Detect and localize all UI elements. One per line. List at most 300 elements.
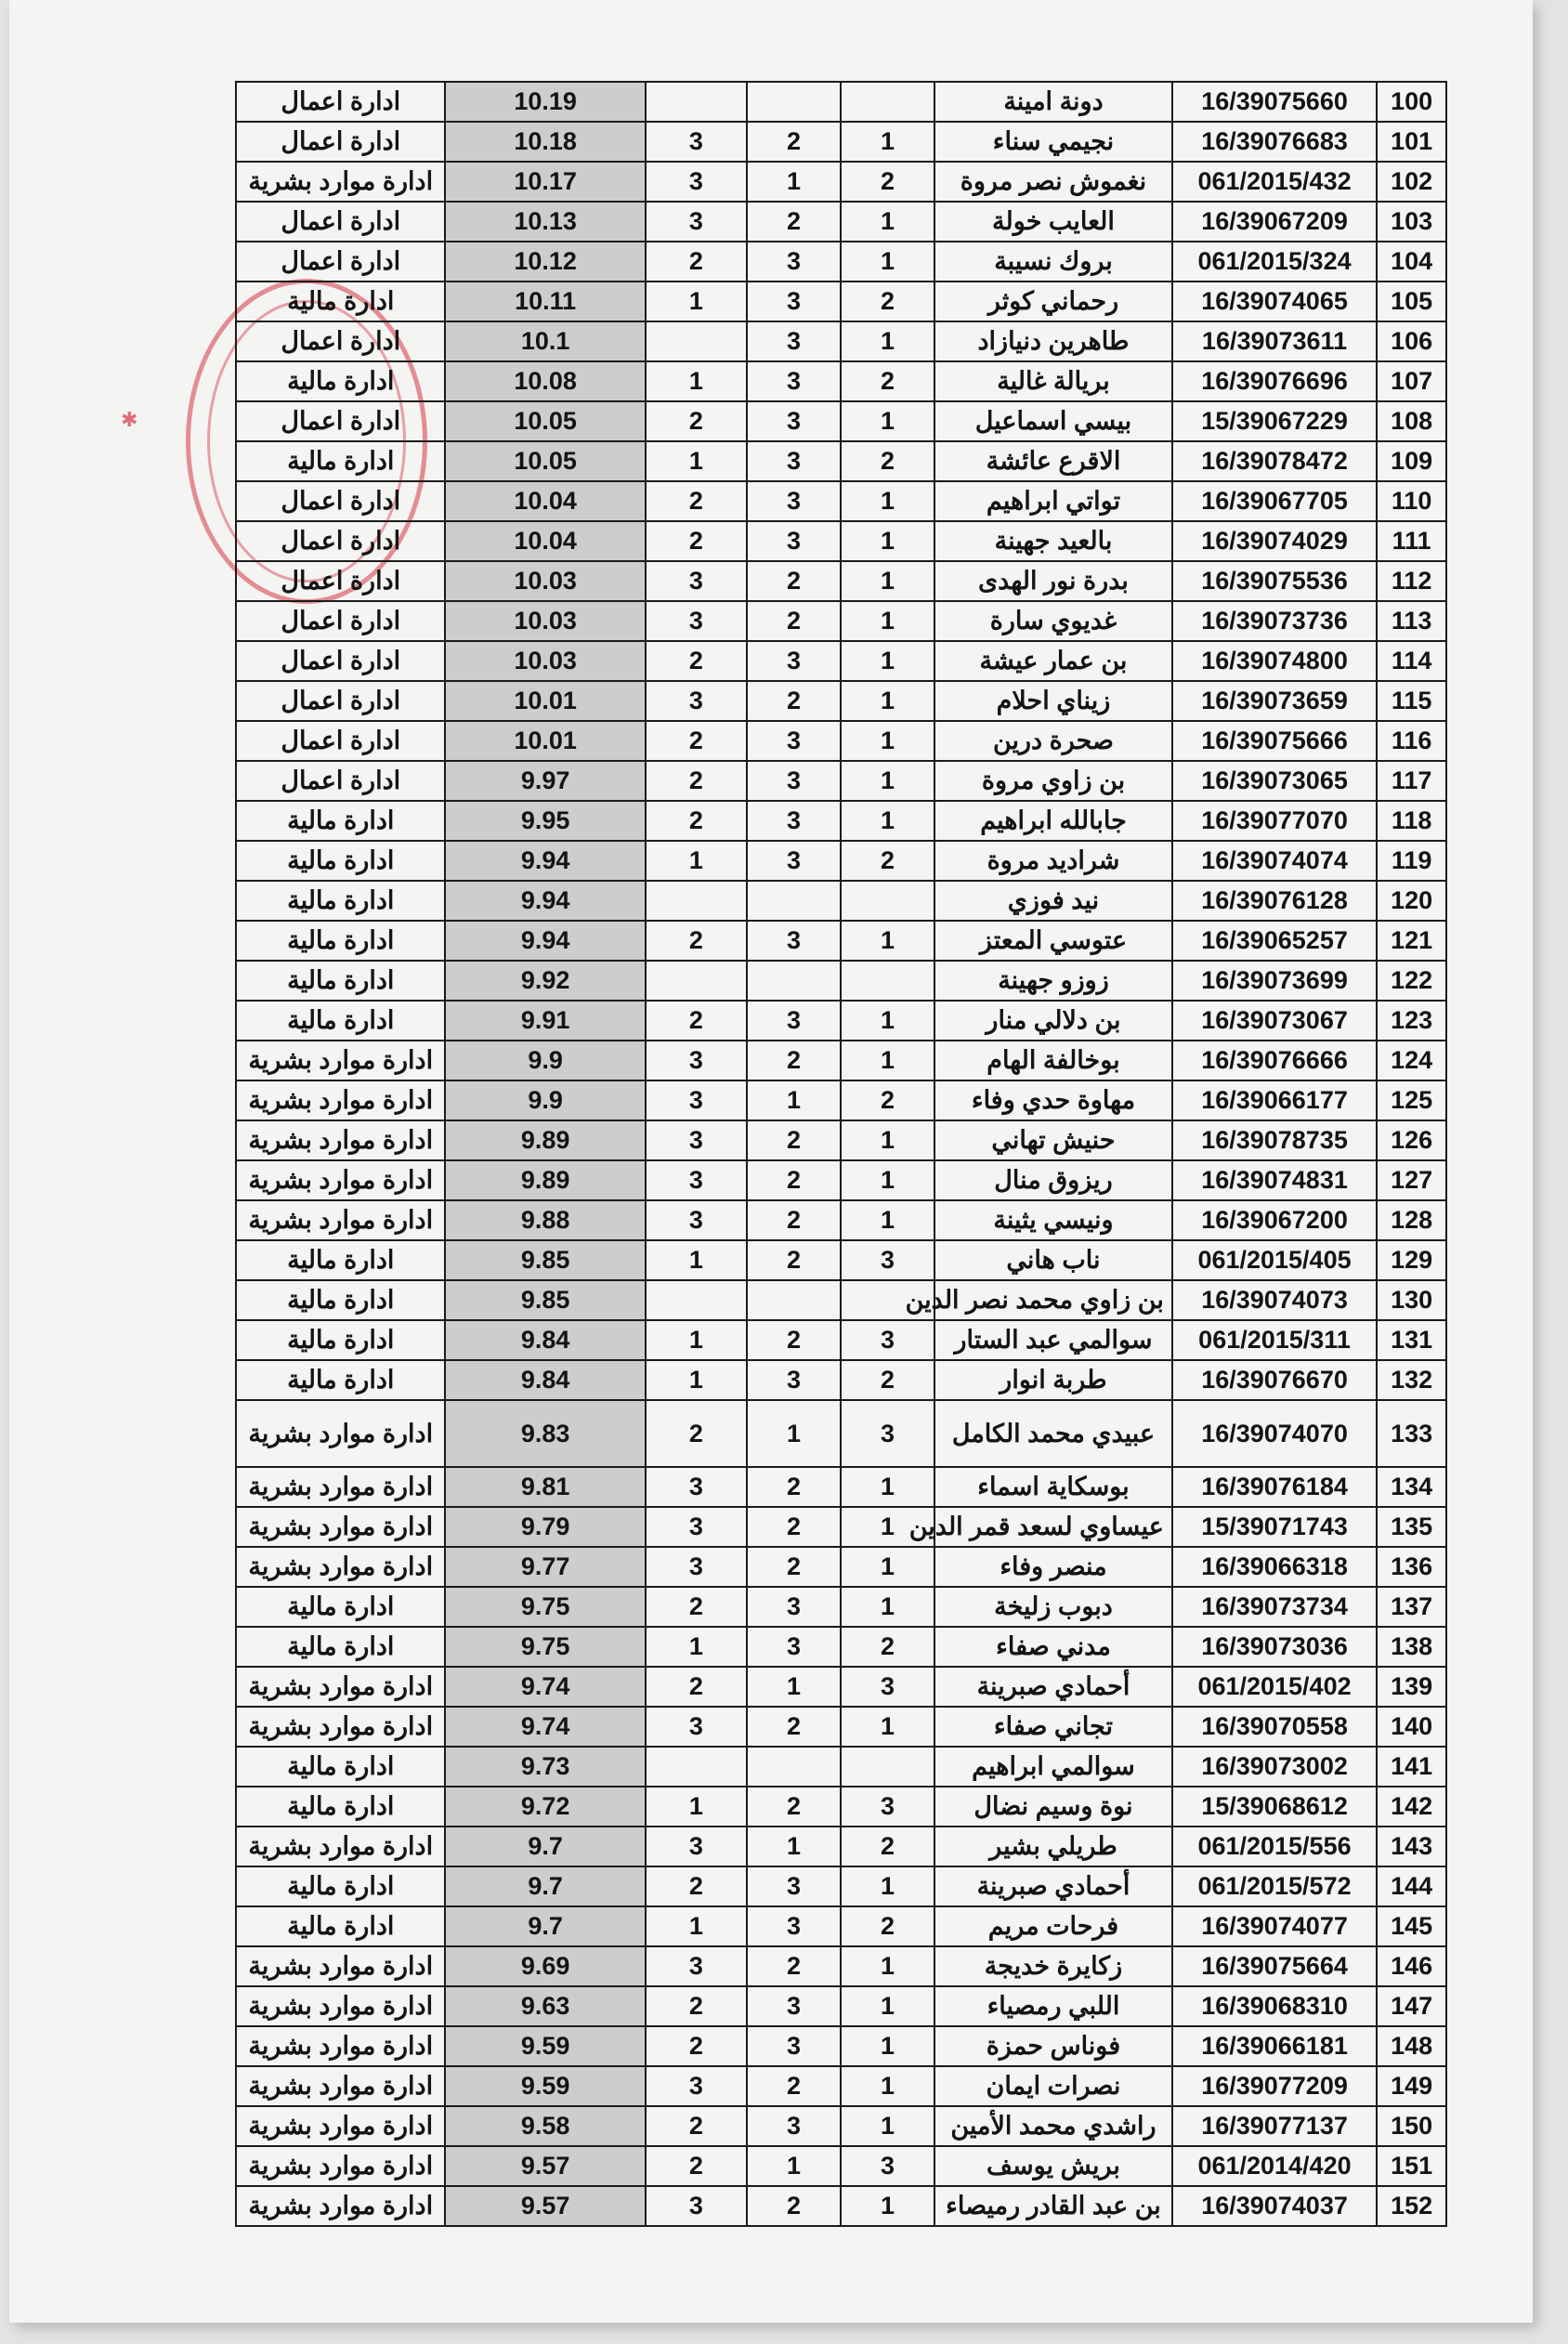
table-row xyxy=(236,242,1446,282)
row-number: 108 xyxy=(1377,401,1446,441)
student-id: 16/39074070 xyxy=(1172,1400,1377,1467)
average-grade: 10.03 xyxy=(445,601,645,641)
choice-3: 3 xyxy=(646,1120,747,1160)
student-id: 061/2015/432 xyxy=(1172,162,1377,202)
student-name: عبيدي محمد الكامل xyxy=(934,1400,1172,1467)
student-id: 16/39073734 xyxy=(1172,1587,1377,1627)
choice-2: 1 xyxy=(747,1400,841,1467)
choice-2: 2 xyxy=(747,681,841,721)
student-name: مدني صفاء xyxy=(934,1627,1172,1667)
row-number: 127 xyxy=(1377,1160,1446,1200)
choice-2: 3 xyxy=(747,441,841,481)
average-grade: 9.89 xyxy=(445,1160,645,1200)
choice-1: 1 xyxy=(841,1946,934,1986)
row-number: 125 xyxy=(1377,1080,1446,1120)
table-row xyxy=(236,481,1446,521)
average-grade: 9.85 xyxy=(445,1280,645,1320)
choice-3: 2 xyxy=(646,921,747,961)
table-row xyxy=(236,1707,1446,1747)
choice-2: 3 xyxy=(747,801,841,841)
student-name: بيسي اسماعيل xyxy=(934,401,1172,441)
choice-1 xyxy=(841,1747,934,1787)
row-number: 141 xyxy=(1377,1747,1446,1787)
choice-3: 1 xyxy=(646,1320,747,1360)
row-number: 151 xyxy=(1377,2146,1446,2186)
student-name: نيد فوزي xyxy=(934,881,1172,921)
specialty: ادارة مالية xyxy=(236,1280,445,1320)
student-name: منصر وفاء xyxy=(934,1547,1172,1587)
choice-2: 3 xyxy=(747,521,841,561)
row-number: 110 xyxy=(1377,481,1446,521)
choice-2 xyxy=(747,82,841,122)
choice-1: 1 xyxy=(841,561,934,601)
choice-1: 1 xyxy=(841,921,934,961)
choice-1: 2 xyxy=(841,1080,934,1120)
student-id: 16/39074029 xyxy=(1172,521,1377,561)
choice-2: 2 xyxy=(747,1240,841,1280)
student-name: نجيمي سناء xyxy=(934,122,1172,162)
specialty: ادارة اعمال xyxy=(236,641,445,681)
choice-3 xyxy=(646,1747,747,1787)
choice-3: 1 xyxy=(646,1627,747,1667)
choice-3: 2 xyxy=(646,1001,747,1041)
average-grade: 10.05 xyxy=(445,401,645,441)
student-id: 061/2015/311 xyxy=(1172,1320,1377,1360)
choice-3 xyxy=(646,82,747,122)
average-grade: 9.72 xyxy=(445,1787,645,1827)
choice-3: 3 xyxy=(646,681,747,721)
choice-1: 1 xyxy=(841,2026,934,2066)
table-row xyxy=(236,1240,1446,1280)
row-number: 144 xyxy=(1377,1866,1446,1906)
student-id: 16/39074073 xyxy=(1172,1280,1377,1320)
choice-1: 2 xyxy=(841,1906,934,1946)
choice-3: 2 xyxy=(646,641,747,681)
choice-2: 2 xyxy=(747,1946,841,1986)
choice-1: 2 xyxy=(841,162,934,202)
student-name: نغموش نصر مروة xyxy=(934,162,1172,202)
row-number: 107 xyxy=(1377,361,1446,401)
choice-1: 1 xyxy=(841,761,934,801)
specialty: ادارة موارد بشرية xyxy=(236,1120,445,1160)
specialty: ادارة مالية xyxy=(236,841,445,881)
choice-2: 3 xyxy=(747,401,841,441)
table-row xyxy=(236,1400,1446,1467)
table-row xyxy=(236,641,1446,681)
choice-3: 3 xyxy=(646,1160,747,1200)
choice-1: 2 xyxy=(841,1827,934,1866)
row-number: 120 xyxy=(1377,881,1446,921)
student-id: 061/2015/324 xyxy=(1172,242,1377,282)
choice-3: 3 xyxy=(646,1827,747,1866)
row-number: 106 xyxy=(1377,321,1446,361)
student-name: نصرات ايمان xyxy=(934,2066,1172,2106)
row-number: 112 xyxy=(1377,561,1446,601)
table-row xyxy=(236,1160,1446,1200)
choice-2: 2 xyxy=(747,1547,841,1587)
student-id: 16/39074800 xyxy=(1172,641,1377,681)
choice-2: 3 xyxy=(747,1866,841,1906)
choice-1: 1 xyxy=(841,1001,934,1041)
choice-3: 3 xyxy=(646,162,747,202)
specialty: ادارة موارد بشرية xyxy=(236,1707,445,1747)
table-row xyxy=(236,162,1446,202)
table-row xyxy=(236,1280,1446,1320)
choice-1: 1 xyxy=(841,481,934,521)
choice-2: 2 xyxy=(747,1467,841,1507)
average-grade: 9.85 xyxy=(445,1240,645,1280)
specialty: ادارة مالية xyxy=(236,282,445,321)
student-id: 16/39073659 xyxy=(1172,681,1377,721)
student-id: 16/39074074 xyxy=(1172,841,1377,881)
row-number: 136 xyxy=(1377,1547,1446,1587)
student-name: بريش يوسف xyxy=(934,2146,1172,2186)
choice-1: 1 xyxy=(841,641,934,681)
student-name: بن زاوي محمد نصر الدين xyxy=(934,1280,1172,1320)
choice-2 xyxy=(747,1747,841,1787)
table-row xyxy=(236,1906,1446,1946)
table-row xyxy=(236,1080,1446,1120)
choice-2 xyxy=(747,1280,841,1320)
student-id: 16/39076184 xyxy=(1172,1467,1377,1507)
student-id: 16/39073065 xyxy=(1172,761,1377,801)
student-name: نوة وسيم نضال xyxy=(934,1787,1172,1827)
row-number: 123 xyxy=(1377,1001,1446,1041)
specialty: ادارة مالية xyxy=(236,1240,445,1280)
row-number: 134 xyxy=(1377,1467,1446,1507)
choice-2: 3 xyxy=(747,2026,841,2066)
choice-3: 2 xyxy=(646,1866,747,1906)
choice-1: 1 xyxy=(841,1707,934,1747)
choice-2: 1 xyxy=(747,1827,841,1866)
choice-3: 3 xyxy=(646,1041,747,1080)
student-name: عتوسي المعتز xyxy=(934,921,1172,961)
choice-2: 3 xyxy=(747,321,841,361)
choice-2: 1 xyxy=(747,162,841,202)
choice-1: 1 xyxy=(841,801,934,841)
specialty: ادارة موارد بشرية xyxy=(236,1667,445,1707)
choice-1: 3 xyxy=(841,1787,934,1827)
row-number: 102 xyxy=(1377,162,1446,202)
average-grade: 10.18 xyxy=(445,122,645,162)
choice-3: 1 xyxy=(646,841,747,881)
student-id: 16/39066177 xyxy=(1172,1080,1377,1120)
average-grade: 9.94 xyxy=(445,841,645,881)
student-name: العايب خولة xyxy=(934,202,1172,242)
average-grade: 9.94 xyxy=(445,921,645,961)
choice-2: 3 xyxy=(747,721,841,761)
average-grade: 10.19 xyxy=(445,82,645,122)
choice-2: 3 xyxy=(747,242,841,282)
choice-2: 1 xyxy=(747,2146,841,2186)
table-row xyxy=(236,1360,1446,1400)
choice-1 xyxy=(841,82,934,122)
choice-2: 2 xyxy=(747,1707,841,1747)
specialty: ادارة موارد بشرية xyxy=(236,1400,445,1467)
student-id: 16/39076670 xyxy=(1172,1360,1377,1400)
specialty: ادارة موارد بشرية xyxy=(236,1986,445,2026)
student-name: الاقرع عائشة xyxy=(934,441,1172,481)
average-grade: 9.89 xyxy=(445,1120,645,1160)
choice-1: 1 xyxy=(841,242,934,282)
specialty: ادارة اعمال xyxy=(236,521,445,561)
student-id: 061/2015/556 xyxy=(1172,1827,1377,1866)
student-name: فوناس حمزة xyxy=(934,2026,1172,2066)
student-id: 16/39073002 xyxy=(1172,1747,1377,1787)
choice-1: 1 xyxy=(841,1041,934,1080)
row-number: 139 xyxy=(1377,1667,1446,1707)
choice-2: 3 xyxy=(747,1001,841,1041)
student-name: عيساوي لسعد قمر الدين xyxy=(934,1507,1172,1547)
average-grade: 10.1 xyxy=(445,321,645,361)
specialty: ادارة اعمال xyxy=(236,561,445,601)
specialty: ادارة موارد بشرية xyxy=(236,2146,445,2186)
choice-1: 1 xyxy=(841,1120,934,1160)
average-grade: 9.7 xyxy=(445,1827,645,1866)
table-row xyxy=(236,1120,1446,1160)
average-grade: 10.05 xyxy=(445,441,645,481)
student-name: طريلي بشير xyxy=(934,1827,1172,1866)
table-row xyxy=(236,1827,1446,1866)
average-grade: 10.04 xyxy=(445,481,645,521)
student-id: 15/39071743 xyxy=(1172,1507,1377,1547)
table-row xyxy=(236,2026,1446,2066)
average-grade: 9.75 xyxy=(445,1587,645,1627)
student-name: ونيسي يثينة xyxy=(934,1200,1172,1240)
choice-1: 1 xyxy=(841,1986,934,2026)
specialty: ادارة مالية xyxy=(236,1001,445,1041)
choice-3: 3 xyxy=(646,1707,747,1747)
table-row xyxy=(236,82,1446,122)
row-number: 128 xyxy=(1377,1200,1446,1240)
row-number: 130 xyxy=(1377,1280,1446,1320)
choice-2: 3 xyxy=(747,841,841,881)
student-name: دونة امينة xyxy=(934,82,1172,122)
table-row xyxy=(236,1547,1446,1587)
specialty: ادارة موارد بشرية xyxy=(236,2106,445,2146)
student-name: بن عمار عيشة xyxy=(934,641,1172,681)
row-number: 109 xyxy=(1377,441,1446,481)
choice-2: 2 xyxy=(747,122,841,162)
student-id: 15/39067229 xyxy=(1172,401,1377,441)
average-grade: 10.04 xyxy=(445,521,645,561)
average-grade: 9.58 xyxy=(445,2106,645,2146)
specialty: ادارة اعمال xyxy=(236,761,445,801)
row-number: 147 xyxy=(1377,1986,1446,2026)
choice-2: 3 xyxy=(747,1587,841,1627)
choice-3: 2 xyxy=(646,1986,747,2026)
table-row xyxy=(236,1320,1446,1360)
student-name: ناب هاني xyxy=(934,1240,1172,1280)
choice-3: 2 xyxy=(646,761,747,801)
specialty: ادارة موارد بشرية xyxy=(236,1041,445,1080)
table-row xyxy=(236,1041,1446,1080)
row-number: 132 xyxy=(1377,1360,1446,1400)
choice-3: 2 xyxy=(646,721,747,761)
average-grade: 9.74 xyxy=(445,1707,645,1747)
choice-1: 1 xyxy=(841,721,934,761)
choice-3: 3 xyxy=(646,202,747,242)
choice-3: 2 xyxy=(646,242,747,282)
specialty: ادارة موارد بشرية xyxy=(236,1827,445,1866)
choice-3 xyxy=(646,1280,747,1320)
choice-3: 1 xyxy=(646,1787,747,1827)
average-grade: 9.92 xyxy=(445,961,645,1001)
specialty: ادارة مالية xyxy=(236,881,445,921)
row-number: 129 xyxy=(1377,1240,1446,1280)
student-name: تجاني صفاء xyxy=(934,1707,1172,1747)
average-grade: 10.03 xyxy=(445,641,645,681)
table-row xyxy=(236,681,1446,721)
average-grade: 9.79 xyxy=(445,1507,645,1547)
choice-3: 1 xyxy=(646,1240,747,1280)
table-row xyxy=(236,921,1446,961)
choice-1 xyxy=(841,881,934,921)
average-grade: 9.59 xyxy=(445,2026,645,2066)
choice-1: 1 xyxy=(841,321,934,361)
student-id: 16/39065257 xyxy=(1172,921,1377,961)
student-name: ريزوق منال xyxy=(934,1160,1172,1200)
choice-2: 3 xyxy=(747,2106,841,2146)
choice-2: 2 xyxy=(747,561,841,601)
average-grade: 10.11 xyxy=(445,282,645,321)
table-row xyxy=(236,2186,1446,2226)
choice-2: 3 xyxy=(747,282,841,321)
choice-2: 3 xyxy=(747,921,841,961)
row-number: 140 xyxy=(1377,1707,1446,1747)
student-id: 16/39076666 xyxy=(1172,1041,1377,1080)
average-grade: 9.91 xyxy=(445,1001,645,1041)
table-row xyxy=(236,1507,1446,1547)
table-row xyxy=(236,841,1446,881)
choice-2: 3 xyxy=(747,641,841,681)
specialty: ادارة موارد بشرية xyxy=(236,1200,445,1240)
student-name: بن زاوي مروة xyxy=(934,761,1172,801)
average-grade: 9.57 xyxy=(445,2146,645,2186)
student-name: طاهرين دنيازاد xyxy=(934,321,1172,361)
student-name: جابالله ابراهيم xyxy=(934,801,1172,841)
ranking-table xyxy=(235,81,1447,2227)
choice-1: 1 xyxy=(841,1507,934,1547)
student-id: 16/39075664 xyxy=(1172,1946,1377,1986)
choice-3: 3 xyxy=(646,1547,747,1587)
student-id: 16/39074831 xyxy=(1172,1160,1377,1200)
table-row xyxy=(236,2066,1446,2106)
table-row xyxy=(236,721,1446,761)
average-grade: 9.81 xyxy=(445,1467,645,1507)
choice-3: 1 xyxy=(646,361,747,401)
student-name: حنيش تهاني xyxy=(934,1120,1172,1160)
specialty: ادارة مالية xyxy=(236,961,445,1001)
average-grade: 9.83 xyxy=(445,1400,645,1467)
student-name: بن دلالي منار xyxy=(934,1001,1172,1041)
average-grade: 9.84 xyxy=(445,1320,645,1360)
choice-3: 2 xyxy=(646,1667,747,1707)
average-grade: 9.74 xyxy=(445,1667,645,1707)
specialty: ادارة موارد بشرية xyxy=(236,1467,445,1507)
student-id: 16/39066318 xyxy=(1172,1547,1377,1587)
student-name: بوخالفة الهام xyxy=(934,1041,1172,1080)
row-number: 137 xyxy=(1377,1587,1446,1627)
choice-3: 3 xyxy=(646,2186,747,2226)
choice-2: 1 xyxy=(747,1080,841,1120)
specialty: ادارة مالية xyxy=(236,921,445,961)
choice-3: 3 xyxy=(646,1507,747,1547)
student-id: 16/39076696 xyxy=(1172,361,1377,401)
student-name: سوالمي عبد الستار xyxy=(934,1320,1172,1360)
student-name: زوزو جهينة xyxy=(934,961,1172,1001)
choice-1: 1 xyxy=(841,2186,934,2226)
row-number: 113 xyxy=(1377,601,1446,641)
table-row xyxy=(236,2106,1446,2146)
student-name: أحمادي صبرينة xyxy=(934,1667,1172,1707)
choice-3: 2 xyxy=(646,521,747,561)
table-row xyxy=(236,361,1446,401)
choice-3: 3 xyxy=(646,1200,747,1240)
choice-3: 1 xyxy=(646,1906,747,1946)
student-name: صحرة درين xyxy=(934,721,1172,761)
row-number: 116 xyxy=(1377,721,1446,761)
table-row xyxy=(236,1627,1446,1667)
choice-2: 2 xyxy=(747,2186,841,2226)
choice-2: 2 xyxy=(747,1041,841,1080)
student-id: 16/39070558 xyxy=(1172,1707,1377,1747)
specialty: ادارة اعمال xyxy=(236,721,445,761)
student-id: 16/39076128 xyxy=(1172,881,1377,921)
choice-1: 2 xyxy=(841,282,934,321)
table-row xyxy=(236,1467,1446,1507)
ranking-table-body xyxy=(236,82,1446,2226)
specialty: ادارة اعمال xyxy=(236,122,445,162)
average-grade: 9.9 xyxy=(445,1041,645,1080)
row-number: 115 xyxy=(1377,681,1446,721)
row-number: 148 xyxy=(1377,2026,1446,2066)
average-grade: 9.7 xyxy=(445,1906,645,1946)
choice-1: 1 xyxy=(841,1200,934,1240)
student-id: 16/39067705 xyxy=(1172,481,1377,521)
specialty: ادارة مالية xyxy=(236,441,445,481)
row-number: 122 xyxy=(1377,961,1446,1001)
average-grade: 9.9 xyxy=(445,1080,645,1120)
average-grade: 9.97 xyxy=(445,761,645,801)
average-grade: 9.75 xyxy=(445,1627,645,1667)
row-number: 114 xyxy=(1377,641,1446,681)
student-id: 061/2015/405 xyxy=(1172,1240,1377,1280)
row-number: 143 xyxy=(1377,1827,1446,1866)
table-row xyxy=(236,561,1446,601)
table-row xyxy=(236,801,1446,841)
specialty: ادارة اعمال xyxy=(236,401,445,441)
student-id: 16/39073611 xyxy=(1172,321,1377,361)
student-name: راشدي محمد الأمين xyxy=(934,2106,1172,2146)
student-name: شراديد مروة xyxy=(934,841,1172,881)
table-row xyxy=(236,122,1446,162)
average-grade: 10.03 xyxy=(445,561,645,601)
row-number: 150 xyxy=(1377,2106,1446,2146)
choice-2: 2 xyxy=(747,202,841,242)
row-number: 135 xyxy=(1377,1507,1446,1547)
specialty: ادارة مالية xyxy=(236,1866,445,1906)
student-id: 16/39078472 xyxy=(1172,441,1377,481)
table-row xyxy=(236,1787,1446,1827)
choice-1: 1 xyxy=(841,1160,934,1200)
row-number: 138 xyxy=(1377,1627,1446,1667)
choice-2: 2 xyxy=(747,601,841,641)
choice-1: 1 xyxy=(841,681,934,721)
choice-2: 3 xyxy=(747,1906,841,1946)
student-id: 16/39074077 xyxy=(1172,1906,1377,1946)
average-grade: 10.17 xyxy=(445,162,645,202)
